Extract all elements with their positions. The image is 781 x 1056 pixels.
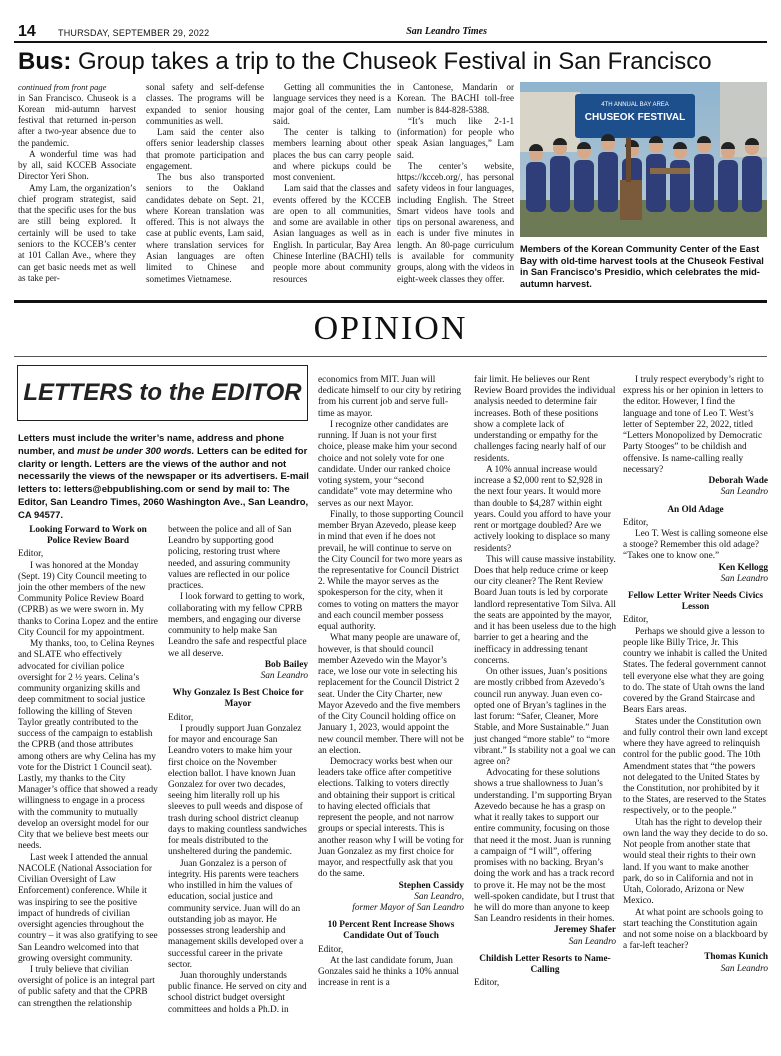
letter-paragraph: I was honored at the Monday (Sept. 19) City Council meeting to join the other members of the new Community Police Review Board (CPRB) as we were sworn in. My thanks to Corina Lopez and the entire City Council for my appointment. xyxy=(18,560,158,638)
letter-greeting: Editor, xyxy=(168,712,194,723)
letter-location: San Leandro, xyxy=(414,891,464,902)
letter-author: Bob Bailey xyxy=(264,659,308,670)
story-paragraph: The bus also transported seniors to the Oakland candidates debate on Sept. 21, where Korean translation was offered. This is not always the case at public events, Lam said, where translation services for Asian languages are often limited to Chinese and sometimes Vietnamese. xyxy=(146,172,264,284)
letter-paragraph: Advocating for these solutions shows a true shallowness to Juan’s understanding. I’m supporting Bryan Azevedo because he has a grasp on what it really takes to support our entire community, focusing on those that need it the most. Juan is running a campaign of “I will”, offering promises with no backing. Bryan’s doing the work and has a track record to prove it. He may not be the most well-spoken candidate, but I trust that he will do more than anyone to keep San Leandro residents in their homes. xyxy=(474,768,615,925)
story-paragraph: Lam said that the classes and events offered by the KCCEB are open to all communities, and some are available in other Asian languages as well as in English. In particular, Bay Area Chinese Interline (BACHI) tells people more about community resources xyxy=(273,183,391,284)
story-paragraph: sonal safety and self-defense classes. The programs will be expanded to senior housing communities as well. xyxy=(146,82,264,126)
story-paragraph: The center is talking to members learning about other places the bus can carry people and where pickups could be most convenient. xyxy=(273,127,391,183)
letter-paragraph: economics from MIT. Juan will dedicate himself to our city by retiring from his current job and serve full-time as mayor. xyxy=(318,375,462,419)
letter-location: San Leandro xyxy=(260,671,308,682)
letter-author: Deborah Wade xyxy=(708,476,768,487)
letter-paragraph: A 10% annual increase would increase a $2,000 rent to $2,928 in the next four years. It would more than double to $4,287 within eight years. Could you afford to have your rent or mortgage doubled? Are we actively looking to displace so many residents? xyxy=(474,464,611,554)
story-headline xyxy=(18,48,712,76)
letter-author: Thomas Kunich xyxy=(704,952,768,963)
letter-paragraph: States under the Constitution own and fully control their own land except where they have agreed to relinquish control for the public good. The 10th Amendment states that “the powers not delegated to the United States by the Constitution, nor prohibited by it to the States, are reserved to the States respectively, or to the people.” xyxy=(623,716,768,817)
letter-paragraph: Last week I attended the annual NACOLE (National Association for Civilian Oversight of Law Enforcement) conference. While it was inspiring to see the positive impact of hundreds of civilian oversight agencies throughout the country – it was also gratifying to see San Leandro welcomed into that growing oversight community. xyxy=(18,852,158,964)
policy-text-b: Letters can be edited for clarity or length. Letters are the views of the author and not necessarily the views of the newspaper or its advertisers. E-mail letters to: letters@ebpublishing.com or send by mail to: The Editor, San Leandro Times, 2060 Washington Ave., San Leandro, CA 94577. xyxy=(18,445,309,521)
letter-greeting: Editor, xyxy=(623,517,649,528)
letters-column-3 xyxy=(318,375,464,990)
issue-date: THURSDAY, SEPTEMBER 29, 2022 xyxy=(58,28,210,38)
story-paragraph: The center’s website, https://kcceb.org/, has personal safety videos in four languages, including English. The Street Smart videos have tools and tips on personal awareness, and each is under five minutes in length. An 80-page curriculum is available for community groups, along with the videos in eight-week classes they offer. xyxy=(397,160,514,284)
letter-greeting: Editor, xyxy=(474,978,500,989)
photo-caption: Members of the Korean Community Center of the East Bay with old-time harvest tools at the Chuseok Festival in San Francisco’s Presidio, which celebrates the mid-autumn harvest. xyxy=(520,244,764,289)
letter-paragraph: Juan Gonzalez is a person of integrity. His parents were teachers who instilled in him the values of education, social justice and community service. Juan will do an outstanding job as mayor. He possesses strong leadership and management skills developed over a successful career in the private sector. xyxy=(168,858,304,970)
letter-paragraph: I recognize other candidates are running. If Juan is not your first choice, please make him your second choice and not solely vote for one candidate. Under our ranked choice voting system, your “second candidate” vote may determine who serves as our next Mayor. xyxy=(318,419,457,509)
festival-photo xyxy=(520,82,767,237)
letter-paragraph: I truly believe that civilian oversight of police is an integral part of public safety and that the CPRB can strengthen the relationship xyxy=(18,964,155,1009)
page-number: 14 xyxy=(18,23,36,40)
letters-title: LETTERS to the EDITOR xyxy=(23,379,302,406)
letters-policy xyxy=(18,433,309,523)
letter-author-role: former Mayor of San Leandro xyxy=(352,903,464,914)
letter-paragraph: Democracy works best when our leaders take office after competitive elections. Talking to voters directly and obtaining their support is critical to having elected officials that represent the people, and not narrow groups or special interests. This is another reason why I will be voting for Juan Gonzalez as my first choice for mayor, and respectfully ask that you do the same. xyxy=(318,756,464,880)
letters-column-5 xyxy=(623,375,768,975)
story-paragraph: Amy Lam, the organization’s chief program strategist, said that the specific uses for the bus are still being explored. It certainly will be used to take seniors to the KCCEB’s center at 101 Callan Ave., where they can get basic needs met as well as take per- xyxy=(18,182,136,283)
festival-photo-illustration xyxy=(520,82,767,237)
letter-title: Fellow Letter Writer Needs Civics Lesson xyxy=(627,591,764,613)
letter-paragraph: This will cause massive instability. Does that help reduce crime or keep our city cleaner? The Rent Review Board Juan touts is led by corporate landlord representative Tom Silva. All the seats are appointed by the mayor, and it has been useless due to the high barrier to get a hearing and the inefficacy in addressing tenant concerns. xyxy=(474,554,617,666)
letter-paragraph: At what point are schools going to start teaching the Constitution again and not some noise on a blackboard by a far-left teacher? xyxy=(623,907,768,952)
letter-greeting: Editor, xyxy=(318,944,344,955)
letters-column-4 xyxy=(474,375,616,990)
letter-author: Jeremey Shafer xyxy=(553,925,616,936)
story-paragraph: Lam said the center also offers senior leadership classes that promote participation and engagement. xyxy=(146,127,264,171)
letter-paragraph: Finally, to those supporting Council member Bryan Azevedo, please keep in mind that even if he does not prevail, he will continue to serve on the City Council for two more years as the representative for Council District 2. While the mayor serves as the spokesperson for the city, when it comes to voting on matters the mayor and each council member possess equal authority. xyxy=(318,509,464,633)
banner-line-1: 4TH ANNUAL BAY AREA xyxy=(601,102,669,108)
letter-location: San Leandro xyxy=(720,963,768,974)
letter-paragraph: Juan thoroughly understands public finance. He served on city and school district budget oversight committees and holds a Ph.D. in xyxy=(168,970,307,1015)
letter-title: An Old Adage xyxy=(667,504,724,515)
story-paragraph: Getting all communities the language services they need is a major goal of the center, Lam said. xyxy=(273,82,391,126)
letter-paragraph: I look forward to getting to work, collaborating with my fellow CPRB members, and engaging our diverse community to help make San Leandro the safe and respectful place we all deserve. xyxy=(168,592,307,659)
story-paragraph: “It’s much like 2-1-1 (information) for people who speak Asian languages,” Lam said. xyxy=(397,115,514,160)
letter-title: Why Gonzalez Is Best Choice for Mayor xyxy=(172,688,304,710)
story-paragraph: in San Francisco. Chuseok is a Korean mid-autumn harvest festival that returned in-person after a two-year absence due to the pandemic. xyxy=(18,92,136,148)
headline-rest: Group takes a trip to the Chuseok Festival in San Francisco xyxy=(71,48,712,75)
letter-paragraph: fair limit. He believes our Rent Review Board provides the individual analysis needed to determine fair increases. Both of these positions show a complete lack of understanding or empathy for the challenges facing nearly half of our residents. xyxy=(474,375,616,464)
letter-paragraph: Utah has the right to develop their own land the way they decide to do so. Not people from another state that would steal their rights to their own land. If you want to make another park, do so in California and not in Utah, Colorado, Arizona or New Mexico. xyxy=(623,817,768,907)
story-column-1 xyxy=(18,82,136,284)
letter-location: San Leandro xyxy=(720,573,768,584)
letter-paragraph: I truly respect everybody’s right to express his or her opinion in letters to the editor. However, I find the language and tone of Leo T. West’s letter of September 22, 2022, titled “Letters Monopolized by Democratic Party Stooges” to be childish and offensive. Is name-calling really necessary? xyxy=(623,375,764,475)
continued-note: continued from front page xyxy=(18,82,107,92)
story-paragraph: A wonderful time was had by all, said KCCEB Associate Director Yeri Shon. xyxy=(18,148,136,182)
policy-text-a: Letters must include the writer’s name, address and phone number, and xyxy=(18,433,285,457)
page-header xyxy=(14,20,767,42)
story-column-4 xyxy=(397,82,514,285)
letter-location: San Leandro xyxy=(568,936,616,947)
section-title: OPINION xyxy=(313,310,468,347)
paper-name: San Leandro Times xyxy=(406,26,487,37)
letter-author: Ken Kellogg xyxy=(718,562,768,573)
letters-column-1 xyxy=(18,525,158,1010)
letter-greeting: Editor, xyxy=(18,549,44,560)
letter-paragraph: At the last candidate forum, Juan Gonzales said he thinks a 10% annual increase in rent is a xyxy=(318,955,459,989)
policy-text-emphasis: must be under 300 words. xyxy=(77,445,195,457)
banner-line-2: CHUSEOK FESTIVAL xyxy=(584,112,686,123)
letter-title: 10 Percent Rent Increase Shows Candidate Out of Touch xyxy=(327,920,455,942)
letter-paragraph: Leo T. West is calling someone else a stooge? Remember this old adage? “Takes one to know one.” xyxy=(623,528,768,562)
letters-title-box xyxy=(17,365,308,421)
story-paragraph: in Cantonese, Mandarin or Korean. The BACHI toll-free number is 844-828-5388. xyxy=(397,82,514,115)
letter-title: Childish Letter Resorts to Name-Calling xyxy=(479,953,611,976)
header-rule xyxy=(14,41,767,43)
story-column-2 xyxy=(146,82,264,285)
section-rule-bottom xyxy=(14,356,767,357)
story-column-3 xyxy=(273,82,391,285)
letter-paragraph: What many people are unaware of, however, is that should council member Azevedo win the Mayor’s race, we lose our vote in selecting his replacement for the Council District 2 seat. Under the City Charter, new Mayor Azevedo and the five members of the City Council holding office on January 1, 2023, would appoint the new council member. There will not be an election. xyxy=(318,633,464,756)
letter-author: Stephen Cassidy xyxy=(398,880,464,891)
letter-greeting: Editor, xyxy=(623,615,649,626)
letter-paragraph: Perhaps we should give a lesson to people like Billy Trice, Jr. This country we inhabit is called the United States. The federal government cannot tell everyone else what they are going to do. The state of Utah owns the land covered by the Grand Staircase and Bears Ears areas. xyxy=(623,626,768,716)
letter-paragraph: On other issues, Juan’s positions are mostly cribbed from Azevedo’s council run anyway. Juan even co-opted one of Bryan’s taglines in the last forum: “Safer, Cleaner, More Stable, and More Sustainable.” Juan just changed “more stable” to “more vibrant.” Is stability not a goal we can agree on? xyxy=(474,667,616,767)
letter-title: Looking Forward to Work on Police Review Board xyxy=(29,525,147,547)
letters-column-2 xyxy=(168,525,308,1016)
letter-location: San Leandro xyxy=(720,487,768,498)
letter-paragraph: between the police and all of San Leandro by supporting good policing, restoring trust where needed, and assuring community values are reflected in our police practices. xyxy=(168,525,292,592)
letter-paragraph: I proudly support Juan Gonzalez for mayor and encourage San Leandro voters to make him your first choice on the November election ballot. I have known Juan Gonzalez for over two decades, seeing him literally roll up his sleeves to pull weeds and dispose of trash during school district cleanup days to making countless sandwiches for meals distributed to the unsheltered during the pandemic. xyxy=(168,723,307,858)
letter-paragraph: My thanks, too, to Celina Reynes and SLATE who effectively advocated for civilian police oversight for 2 ½ years. Celina’s community organizing skills and deep commitment to social justice following the killing of Steven Taylor greatly contributed to the success of the campaign to establish the CPRB (and those attributes among others are why Celina has my vote for the District 1 Council seat). Lastly, my thanks to the City Manager’s office that showed a ready willingness to engage in a process with the community to mutually develop an oversight model for our City that we believe best meets our needs. xyxy=(18,639,158,852)
section-rule xyxy=(14,300,767,303)
headline-bold: Bus: xyxy=(18,48,72,75)
